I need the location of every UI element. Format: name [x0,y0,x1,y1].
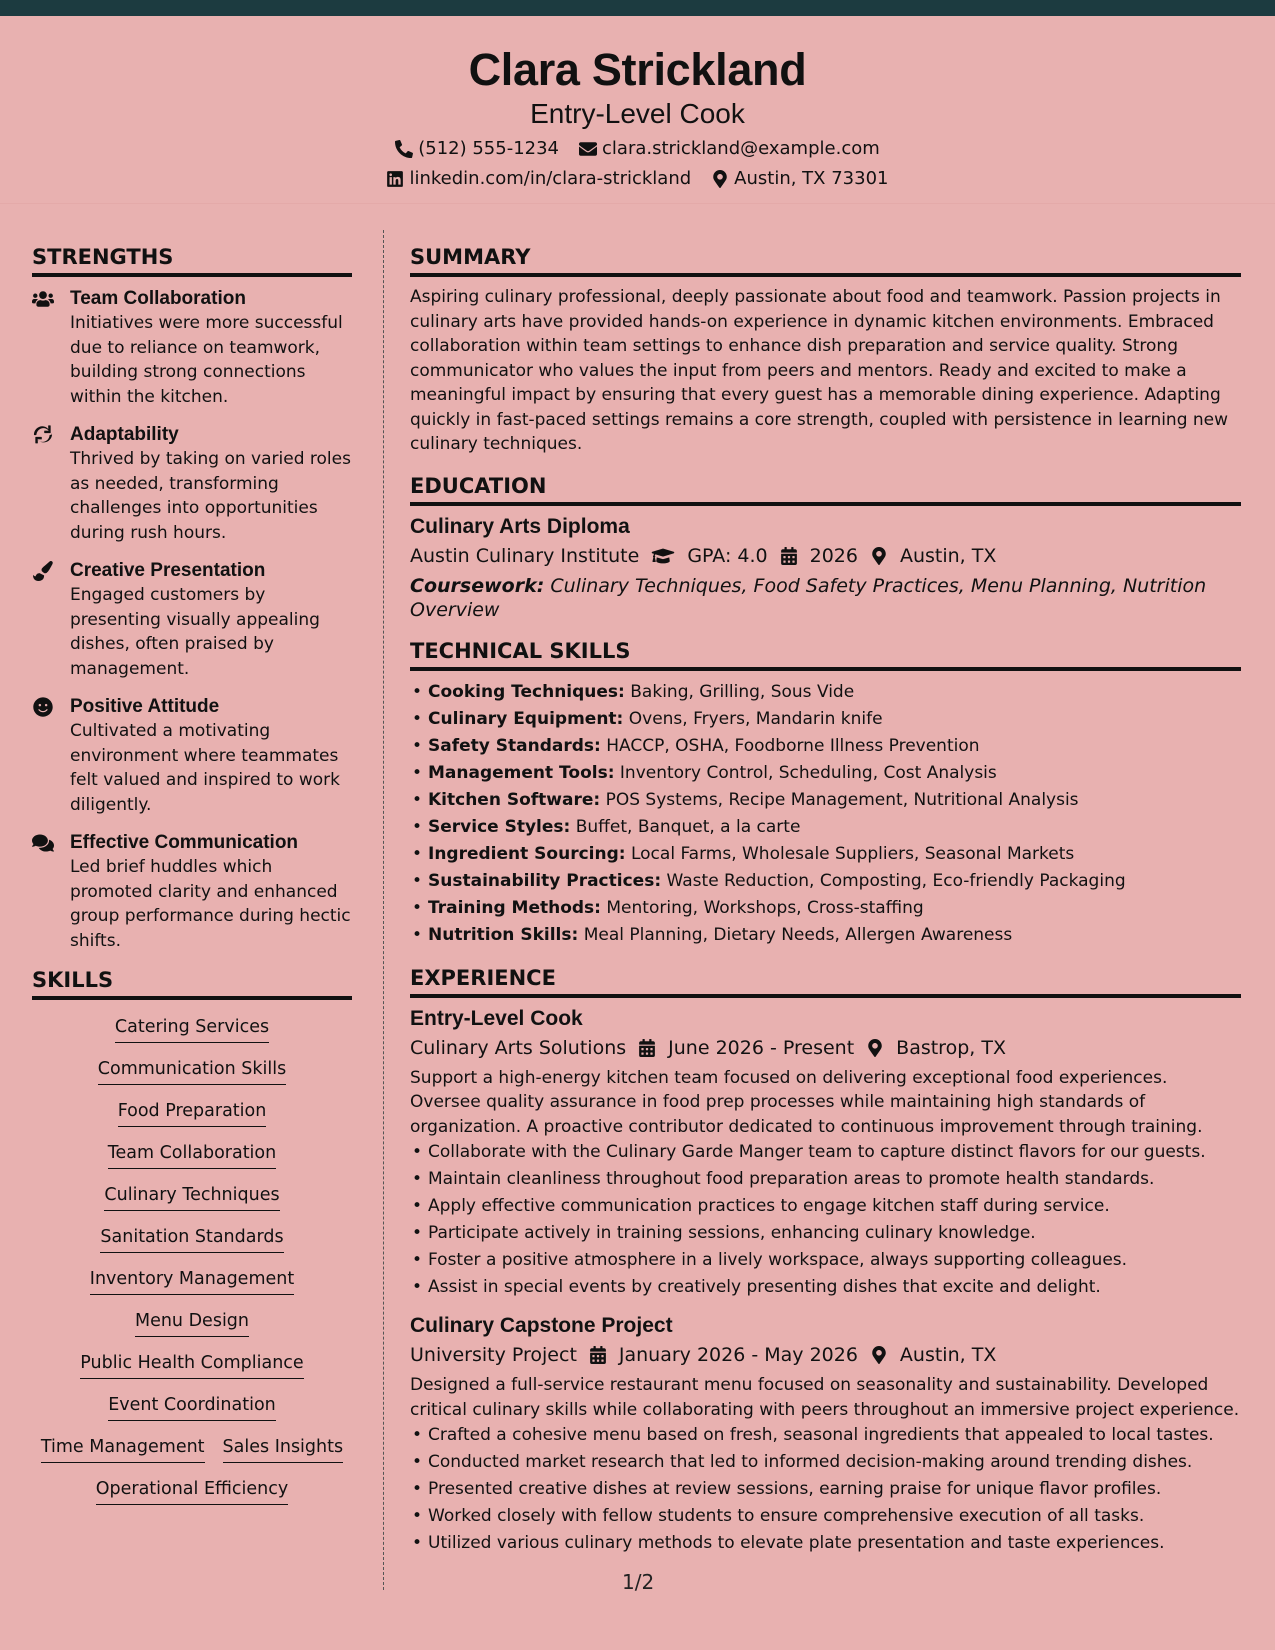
strength-item [32,287,352,409]
list-item: • Management Tools: Inventory Control, Scheduling, Cost Analysis [410,760,1241,787]
phone-item[interactable] [395,138,559,160]
list-item: • Collaborate with the Culinary Garde Manger team to capture distinct flavors for our guests. [410,1139,1241,1166]
map-marker-icon [870,547,888,565]
users-icon [32,289,54,309]
skill-tag: Food Preparation [118,1100,267,1127]
map-marker-icon [711,170,729,188]
resume-header [0,16,1275,204]
list-item: • Culinary Equipment: Ovens, Fryers, Mandarin knife [410,706,1241,733]
list-item: • Foster a positive atmosphere in a lively workspace, always supporting colleagues. [410,1247,1241,1274]
job-meta [410,1034,1241,1062]
company-name: University Project [410,1344,577,1366]
list-item: • Sustainability Practices: Waste Reduction, Composting, Eco-friendly Packaging [410,868,1241,895]
summary-text: Aspiring culinary professional, deeply passionate about food and teamwork. Passion projects in culinary arts have provided hands-on experience in dynamic kitchen environments. Embraced collaboration within team settings to enhance dish preparation and service quality. Strong communicator who values the input from peers and mentors. Ready and excited to make a meaningful impact by ensuring that every guest has a memorable dining experience. Adapting quickly in fast-paced settings remains a core strength, coupled with persistence in learning new culinary techniques. [410,287,1229,454]
strength-title: Adaptability [70,424,179,445]
map-marker-icon [866,1039,884,1057]
comments-icon [32,833,54,853]
skills-heading: SKILLS [32,967,352,1000]
experience-heading: EXPERIENCE [410,965,1241,998]
skill-tag: Catering Services [115,1016,269,1043]
skill-tag: Public Health Compliance [80,1352,303,1379]
summary-section [410,244,1241,457]
strength-desc: Engaged customers by presenting visually appealing dishes, often praised by management. [70,585,320,679]
job-bullets [410,1422,1241,1557]
right-column [410,244,1241,1573]
list-item: • Apply effective communication practices to engage kitchen staff during service. [410,1193,1241,1220]
company-name: Culinary Arts Solutions [410,1036,627,1059]
skill-tag: Sales Insights [223,1436,344,1463]
list-item: • Training Methods: Mentoring, Workshops, Cross-staffing [410,895,1241,922]
contact-row-1 [0,138,1275,160]
summary-heading: SUMMARY [410,244,1241,277]
list-item: • Crafted a cohesive menu based on fresh, seasonal ingredients that appealed to local tastes. [410,1422,1241,1449]
location-item [711,168,888,190]
strength-desc: Cultivated a motivating environment where teammates felt valued and inspired to work diligently. [70,721,340,815]
envelope-icon [579,140,597,158]
skill-tag: Event Coordination [108,1394,276,1421]
top-accent-bar [0,0,1275,16]
strength-item [32,559,352,681]
coursework-list: Culinary Techniques, Food Safety Practices, Menu Planning, Nutrition Overview [410,574,1207,621]
list-item: • Participate actively in training sessions, enhancing culinary knowledge. [410,1220,1241,1247]
strength-desc: Initiatives were more successful due to reliance on teamwork, building strong connections within the kitchen. [70,313,343,407]
skill-tag: Team Collaboration [108,1142,276,1169]
strength-title: Team Collaboration [70,288,246,309]
calendar-icon [589,1346,607,1364]
skill-tag: Time Management [41,1436,205,1463]
strength-desc: Led brief huddles which promoted clarity and enhanced group performance during hectic shifts. [70,857,351,951]
skills-section [32,967,352,1505]
skill-tag: Communication Skills [98,1058,286,1085]
graduation-cap-icon [651,547,675,565]
education-section [410,473,1241,622]
list-item: • Kitchen Software: POS Systems, Recipe Management, Nutritional Analysis [410,787,1241,814]
strength-item [32,423,352,545]
strength-desc: Thrived by taking on varied roles as needed, transforming challenges into opportunities during rush hours. [70,449,351,543]
email-item[interactable] [579,138,880,160]
skill-tag: Culinary Techniques [104,1184,279,1211]
coursework [410,574,1241,622]
candidate-title: Entry-Level Cook [530,98,745,129]
job-entry [410,1313,1241,1557]
education-heading: EDUCATION [410,473,1241,506]
list-item: • Utilized various culinary methods to elevate plate presentation and taste experiences. [410,1530,1241,1557]
paintbrush-icon [32,561,54,581]
experience-section [410,965,1241,1558]
degree-title: Culinary Arts Diploma [410,514,630,538]
coursework-label: Coursework: [410,574,545,597]
strengths-section [32,244,352,953]
job-location: Austin, TX [899,1344,997,1366]
job-title: Culinary Capstone Project [410,1314,673,1337]
list-item: • Maintain cleanliness throughout food preparation areas to promote health standards. [410,1166,1241,1193]
graduation-year: 2026 [809,544,858,567]
skill-tag: Operational Efficiency [96,1478,289,1505]
job-dates: January 2026 - May 2026 [618,1344,858,1366]
linkedin-icon [386,170,404,188]
skill-tag: Inventory Management [90,1268,294,1295]
left-column [32,244,352,1505]
list-item: • Worked closely with fellow students to ensure comprehensive execution of all tasks. [410,1503,1241,1530]
strength-title: Positive Attitude [70,696,220,717]
job-meta [410,1341,1241,1369]
job-dates: June 2026 - Present [668,1036,855,1059]
skill-tag: Menu Design [135,1310,249,1337]
technical-skills-heading: TECHNICAL SKILLS [410,638,1241,671]
job-location: Bastrop, TX [896,1036,1006,1059]
job-summary: Designed a full-service restaurant menu focused on seasonality and sustainability. Developed critical culinary skills while collaborating with peers throughout an immersive project experience. [410,1375,1240,1420]
list-item: • Assist in special events by creatively presenting dishes that excite and delight. [410,1274,1241,1301]
smile-icon [32,697,54,717]
job-entry [410,1006,1241,1302]
strength-item [32,831,352,953]
strengths-heading: STRENGTHS [32,244,352,277]
sync-icon [32,425,54,445]
list-item: • Presented creative dishes at review sessions, earning praise for unique flavor profiles. [410,1476,1241,1503]
list-item: • Service Styles: Buffet, Banquet, a la carte [410,814,1241,841]
list-item: • Ingredient Sourcing: Local Farms, Wholesale Suppliers, Seasonal Markets [410,841,1241,868]
calendar-icon [780,547,798,565]
strength-title: Creative Presentation [70,560,266,581]
map-marker-icon [870,1346,888,1364]
skill-tag-list [32,1010,352,1505]
gpa-text: GPA: 4.0 [687,544,768,567]
list-item: • Safety Standards: HACCP, OSHA, Foodborne Illness Prevention [410,733,1241,760]
list-item: • Nutrition Skills: Meal Planning, Dietary Needs, Allergen Awareness [410,922,1241,949]
list-item: • Conducted market research that led to informed decision-making around trending dishes. [410,1449,1241,1476]
list-item: • Cooking Techniques: Baking, Grilling, Sous Vide [410,679,1241,706]
job-summary: Support a high-energy kitchen team focused on delivering exceptional food experiences. Oversee quality assurance in food prep processes while maintaining high standards of organization. A proactive contributor dedicated to continuous improvement through training. [410,1067,1203,1137]
contact-row-2 [0,168,1275,190]
education-meta [410,542,1241,570]
phone-text: (512) 555-1234 [418,138,560,159]
linkedin-item[interactable] [386,168,691,190]
strength-title: Effective Communication [70,832,299,853]
location-text: Austin, TX 73301 [734,168,889,189]
strength-item [32,695,352,817]
skill-tag: Sanitation Standards [100,1226,283,1253]
education-location: Austin, TX [899,544,997,567]
job-title: Entry-Level Cook [410,1006,583,1030]
technical-skills-section [410,638,1241,949]
calendar-icon [638,1039,656,1057]
linkedin-text: linkedin.com/in/clara-strickland [409,168,692,189]
phone-icon [395,140,413,158]
candidate-name: Clara Strickland [468,44,807,95]
job-bullets [410,1139,1241,1301]
technical-skills-list [410,679,1241,949]
column-divider [383,230,384,1590]
email-text: clara.strickland@example.com [602,138,880,159]
page-number: 1/2 [622,1570,655,1594]
school-name: Austin Culinary Institute [410,544,640,567]
